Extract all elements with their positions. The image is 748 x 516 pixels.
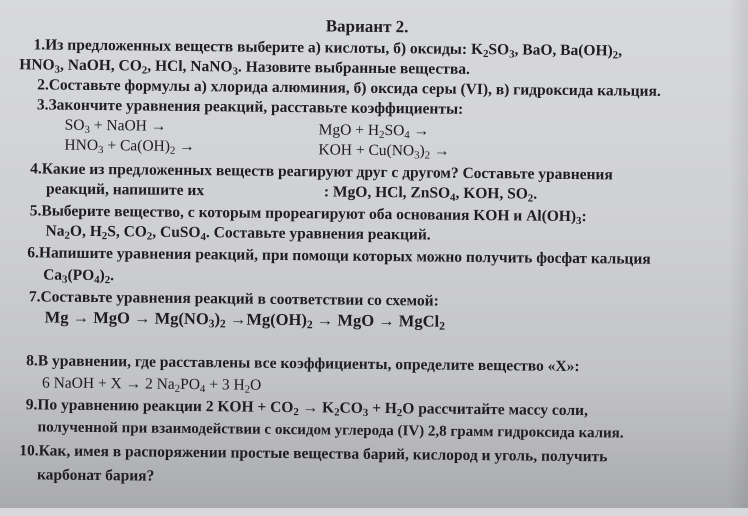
- text-run: .: [110, 267, 115, 285]
- text-run: O: [250, 376, 262, 394]
- text-run: реакций, напишите их: [45, 180, 205, 200]
- subscript: 2: [612, 49, 619, 62]
- subscript: 3: [362, 406, 369, 419]
- subscript: 3: [61, 273, 68, 286]
- text-run: , NaOH, CO: [59, 56, 142, 75]
- subscript: 2: [64, 229, 70, 242]
- text-run: 1.Из предложенных веществ выберите а) кислоты, б) оксиды: K: [33, 36, 484, 59]
- subscript: 3: [54, 63, 61, 76]
- subscript: 4: [404, 129, 410, 142]
- page-title: Вариант 2.: [325, 16, 409, 37]
- text-run: O, H: [69, 222, 102, 241]
- subscript: 3: [414, 149, 420, 162]
- subscript: 4: [94, 274, 100, 287]
- text-run: + Ca(OH): [103, 137, 171, 155]
- text-run: 2.Составьте формулы а) хлорида алюминия, б) оксида серы (VI), в) гидроксида кальция.: [37, 76, 661, 100]
- subscript: 3: [97, 144, 104, 157]
- subscript: 4: [199, 383, 206, 396]
- text-run: : MgO, HCl, ZnSO: [323, 183, 451, 202]
- subscript: 2: [141, 64, 148, 77]
- subscript: 2: [146, 230, 153, 243]
- text-run: HNO: [64, 136, 99, 155]
- subscript: 2: [306, 319, 313, 332]
- text-run: 5.Выберите вещество, с которым прореагируют оба основания KOH и Al(OH): [29, 202, 577, 226]
- text-run: SO: [488, 41, 510, 59]
- subscript: 3: [232, 65, 238, 78]
- text-run: , CuSO: [152, 223, 201, 242]
- subscript: 2: [334, 406, 340, 419]
- question-8-line-1: 8.В уравнении, где расставлены все коэффициенты, определите вещество «Х»:: [26, 352, 580, 376]
- equation-2: [319, 121, 430, 140]
- subscript: 2: [378, 128, 385, 142]
- text-run: Ca: [43, 266, 63, 284]
- page-edge-shadow: [728, 0, 748, 508]
- text-run: PO: [180, 375, 201, 394]
- text-run: . Назовите выбранные вещества.: [237, 58, 470, 78]
- text-run: SO: [64, 116, 85, 134]
- text-run: , KOH, SO: [455, 184, 528, 203]
- text-run: MgO + H: [318, 121, 380, 139]
- subscript: 2: [396, 407, 403, 420]
- text-run: Na: [45, 222, 65, 240]
- text-run: → K: [298, 399, 335, 417]
- question-10-line-1: 10.Как, имея в распоряжении простые вещества барий, кислород и уголь, получить: [19, 442, 608, 466]
- subscript: 2: [439, 320, 445, 333]
- subscript: 2: [174, 382, 181, 395]
- subscript: 2: [104, 274, 111, 287]
- question-9-line-2: полученной при взаимодействии с оксидом углерода (IV) 2,8 грамм гидроксида калия.: [37, 419, 624, 442]
- text-run: ): [214, 309, 221, 329]
- question-9-line-1: [26, 396, 588, 420]
- subscript: 4: [200, 231, 206, 244]
- question-5-line-2: [45, 222, 430, 244]
- text-run: ,: [618, 42, 623, 60]
- subscript: 3: [208, 318, 215, 331]
- text-run: ): [419, 142, 425, 160]
- equation-4: [318, 141, 449, 160]
- text-run: + NaOH →: [89, 116, 167, 135]
- subscript: 2: [424, 149, 431, 162]
- text-run: S, CO: [107, 223, 147, 241]
- question-6-line-2: [43, 266, 114, 285]
- subscript: 2: [527, 192, 534, 205]
- text-run: →: [430, 142, 450, 160]
- subscript: 3: [84, 123, 90, 136]
- subscript: 3: [575, 215, 582, 228]
- subscript: 2: [244, 383, 251, 396]
- question-8-equation: [42, 374, 262, 394]
- text-run: . Составьте уравнения реакций.: [205, 224, 431, 244]
- question-1-line-2: [19, 56, 470, 79]
- subscript: 2: [169, 144, 176, 157]
- text-run: + H: [368, 399, 397, 418]
- text-run: O рассчитайте массу соли,: [402, 400, 588, 420]
- question-4-line-1: 4.Какие из предложенных веществ реагируют друг с другом? Составьте уравнения: [30, 160, 613, 184]
- question-3-heading: 3.Закончите уравнения реакций, расставьте коэффициенты:: [36, 96, 464, 118]
- text-run: HNO: [19, 56, 55, 74]
- text-run: + 3 H: [205, 376, 245, 394]
- text-run: SO: [384, 122, 405, 140]
- text-run: CO: [339, 399, 363, 417]
- question-6-line-1: 6.Напишите уравнения реакций, при помощи которых можно получить фосфат кальция: [27, 244, 651, 268]
- equation-3: [64, 137, 194, 156]
- question-4-line-2: [46, 180, 537, 203]
- text-run: (PO: [67, 266, 95, 285]
- reaction-scheme: [44, 307, 445, 333]
- text-run: , BaO, Ba(OH): [514, 41, 613, 60]
- text-run: →: [409, 122, 430, 140]
- text-run: :: [581, 208, 587, 226]
- subscript: 4: [449, 191, 456, 204]
- question-7-heading: 7.Составьте уравнения реакций в соответствии со схемой:: [28, 288, 439, 310]
- text-run: →Mg(OH): [225, 309, 308, 330]
- text-run: → MgO → MgCl: [312, 310, 440, 331]
- subscript: 2: [101, 230, 108, 243]
- text-run: →: [175, 137, 195, 156]
- text-run: KOH + Cu(NO: [318, 141, 415, 160]
- question-10-line-2: карбонат бария?: [36, 466, 155, 485]
- subscript: 2: [293, 406, 299, 419]
- text-run: ): [99, 267, 105, 285]
- text-run: .: [533, 185, 538, 203]
- subscript: 3: [509, 48, 515, 61]
- text-run: 6 NaOH + X → 2 Na: [41, 374, 175, 393]
- subscript: 2: [482, 48, 489, 61]
- text-run: , HCl, NaNO: [147, 57, 233, 76]
- subscript: 2: [219, 318, 226, 331]
- equation-1: [65, 117, 167, 136]
- text-run: 9.По уравнению реакции 2 KOH + CO: [25, 396, 294, 417]
- text-run: Mg → MgO → Mg(NO: [44, 307, 209, 329]
